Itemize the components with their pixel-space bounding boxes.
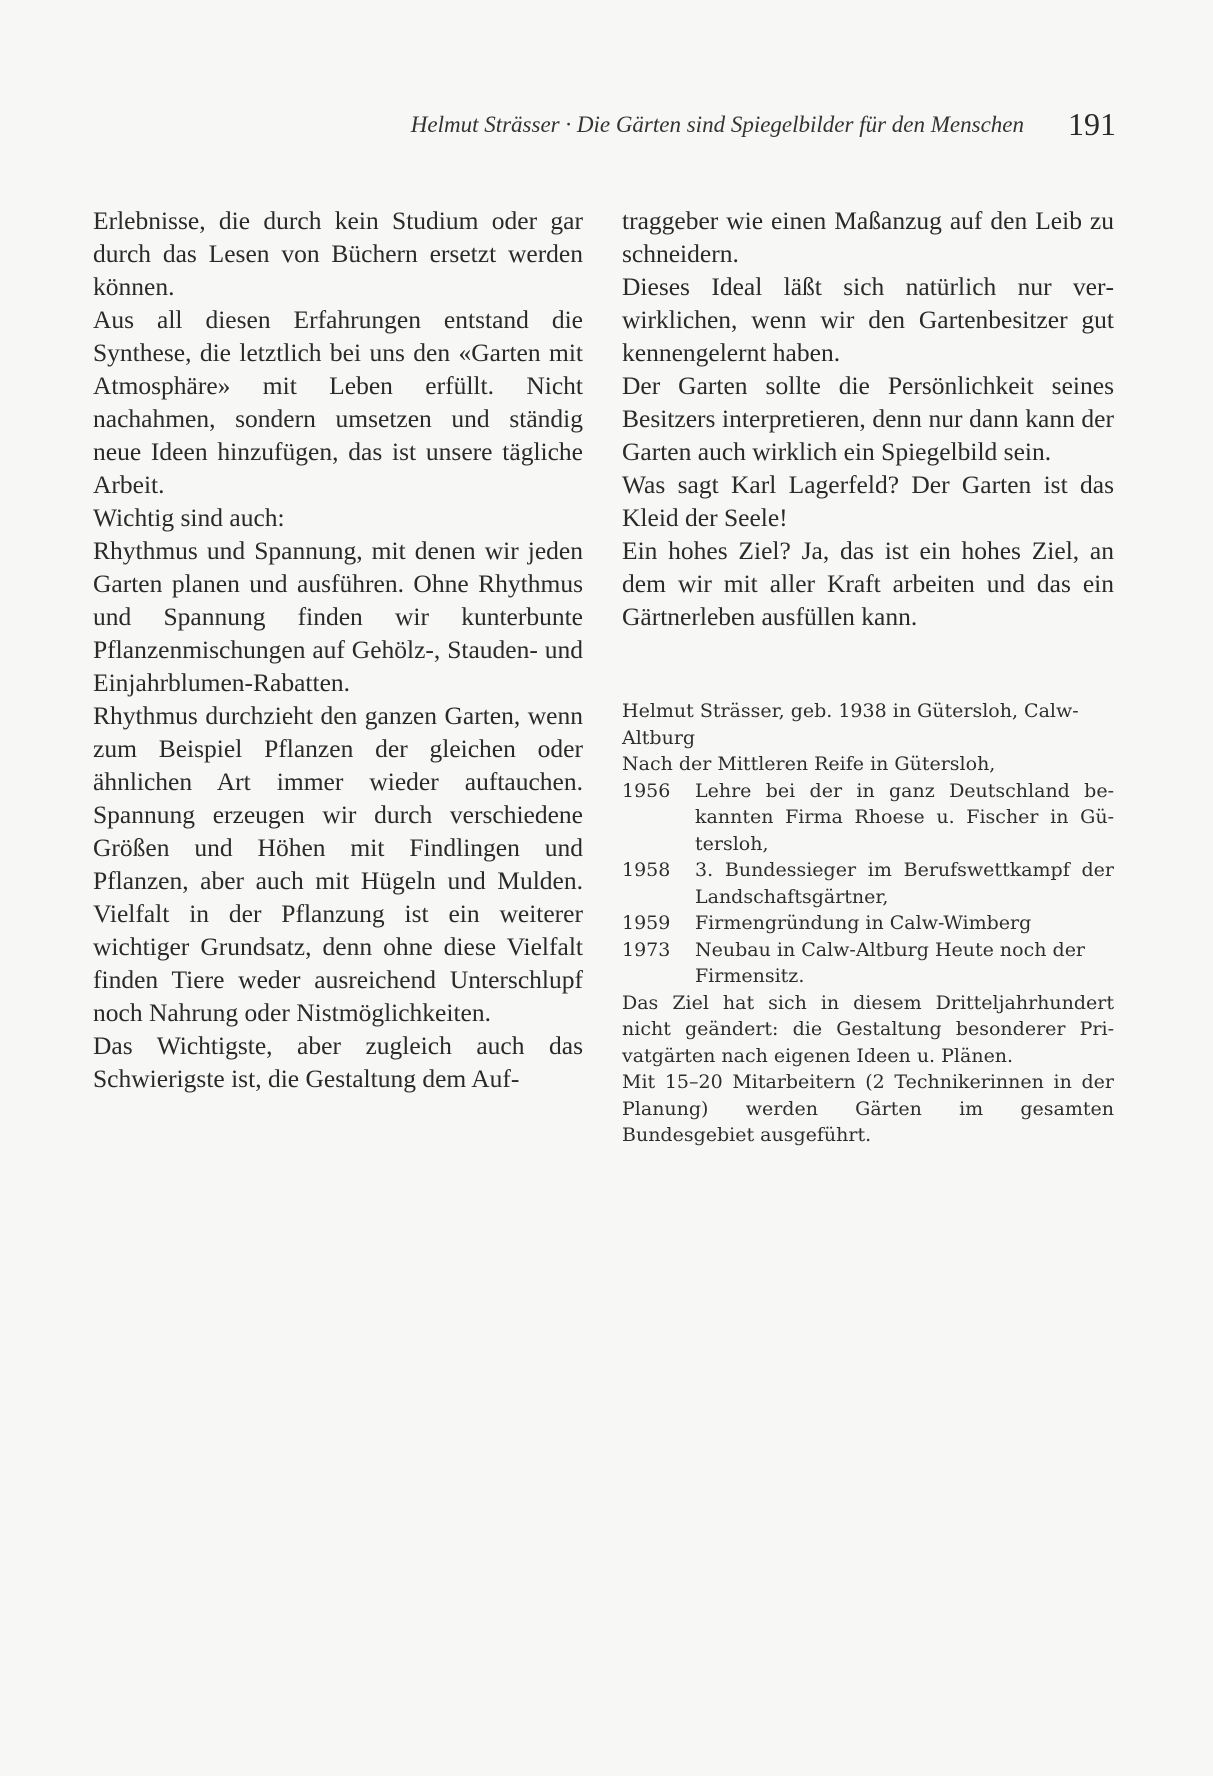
bio-closing-2: Mit 15–20 Mitarbeitern (2 Technikerinnen in der Planung) werden Gärten im gesamten Bundesgebiet ausgeführt. (622, 1071, 1114, 1146)
bio-text: 3. Bundessieger im Berufswettkampf der Landschaftsgärtner, (695, 859, 1114, 908)
paragraph: Wichtig sind auch: (93, 503, 285, 532)
bio-closing: Das Ziel hat sich in diesem Dritteljahrhundert nicht geändert: die Gestaltung besonderer Privatgärten nach eigenen Ideen u. Plänen. (622, 991, 1114, 1067)
bio-entry (622, 910, 1114, 937)
author-bio (622, 698, 1114, 1149)
paragraph: Erlebnisse, die durch kein Studium oder gar durch das Lesen von Büchern ersetzt werden können. (93, 206, 583, 301)
paragraph: Dieses Ideal läßt sich natürlich nur verwirklichen, wenn wir den Gartenbesitzer gut kennengelernt haben. (622, 272, 1114, 367)
bio-year: 1956 (622, 779, 671, 802)
bio-entry (622, 857, 1114, 910)
page-number: 191 (1068, 106, 1116, 142)
paragraph: traggeber wie einen Maßanzug auf den Leib zu schneidern. (622, 206, 1114, 268)
paragraph: Was sagt Karl Lagerfeld? Der Garten ist das Kleid der Seele! (622, 470, 1114, 532)
bio-entry (622, 778, 1114, 858)
running-head: Helmut Strässer · Die Gärten sind Spiegelbilder für den Menschen (410, 112, 1024, 137)
paragraph: Das Wichtigste, aber zugleich auch das Schwierigste ist, die Gestaltung dem Auf- (93, 1031, 583, 1093)
paragraph: Aus all diesen Erfahrungen entstand die Synthese, die letztlich bei uns den «Garten mit Atmosphäre» mit Leben erfüllt. Nicht nachahmen, sondern umsetzen und ständig neue Ideen hinzufügen, das ist unsere tägliche Arbeit. (93, 305, 583, 499)
bio-text: Lehre bei der in ganz Deutschland bekannten Firma Rhoese u. Fischer in Gütersloh, (695, 779, 1114, 855)
paragraph: Der Garten sollte die Persönlichkeit seines Besitzers interpretieren, denn nur dann kann der Garten auch wirklich ein Spiegelbild sein. (622, 371, 1114, 466)
bio-year: 1959 (622, 912, 671, 934)
paragraph: Ein hohes Ziel? Ja, das ist ein hohes Ziel, an dem wir mit aller Kraft arbeiten und das ein Gärtnerleben ausfüllen kann. (622, 536, 1114, 631)
paragraph: Rhythmus durchzieht den ganzen Garten, wenn zum Beispiel Pflanzen der gleichen oder ähnlichen Art immer wieder auftauchen. Spannung erzeugen wir durch verschiedene Größen und Höhen mit Findlingen und Pflanzen, aber auch mit Hügeln und Mulden. Vielfalt in der Pflanzung ist ein weiterer wichtiger Grundsatz, denn ohne diese Vielfalt finden Tiere weder ausreichend Unterschlupf noch Nahrung oder Nistmöglichkeiten. (93, 701, 583, 1027)
bio-year: 1973 (622, 938, 671, 961)
bio-text: Firmengründung in Calw-Wimberg (695, 912, 1032, 934)
left-column (93, 204, 583, 1095)
page-header (300, 106, 1116, 146)
bio-intro-2: Nach der Mittleren Reife in Gütersloh, (622, 753, 996, 775)
bio-year: 1958 (622, 859, 671, 881)
bio-text: Neubau in Calw-Altburg Heute noch der Firmensitz. (695, 938, 1086, 987)
right-column (622, 204, 1114, 633)
bio-entry (622, 937, 1114, 990)
paragraph: Rhythmus und Spannung, mit denen wir jeden Garten planen und ausführen. Ohne Rhythmus und Spannung finden wir kunterbunte Pflanzenmischungen auf Gehölz-, Stauden- und Einjahrblumen-Rabatten. (93, 536, 583, 697)
bio-intro: Helmut Strässer, geb. 1938 in Gütersloh, Calw-Altburg (622, 700, 1079, 749)
